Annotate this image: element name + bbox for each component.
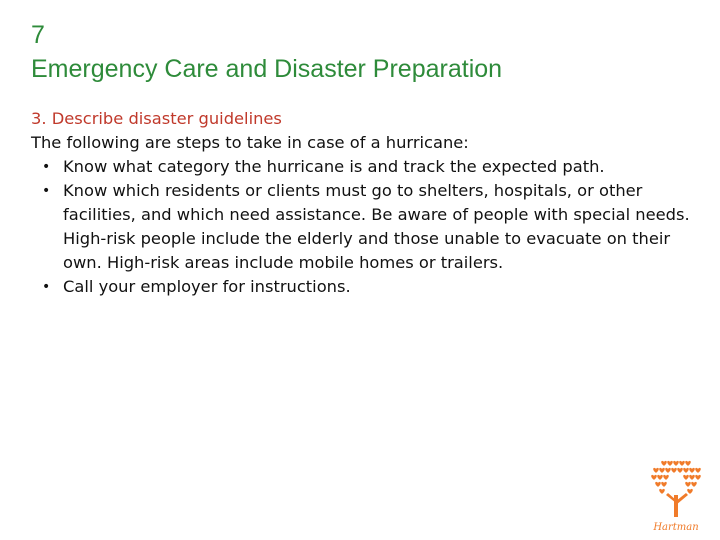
heart-icon [659, 468, 665, 473]
heart-icon [657, 475, 663, 480]
chapter-title: Emergency Care and Disaster Preparation [31, 55, 503, 83]
heart-icon [683, 468, 689, 473]
bullet-text: Call your employer for instructions. [63, 277, 351, 296]
heart-icon [651, 475, 657, 480]
heart-icon [667, 461, 673, 466]
bullet-icon: • [42, 159, 51, 175]
list-item [31, 179, 711, 275]
list-item [31, 155, 711, 179]
heart-icon [677, 468, 683, 473]
intro-text: The following are steps to take in case of a hurricane: [31, 133, 469, 152]
heart-icon [683, 475, 689, 480]
bullet-icon: • [42, 183, 51, 199]
heart-icon [653, 468, 659, 473]
heart-icon [659, 489, 665, 494]
heart-icon [679, 461, 685, 466]
slide-content [31, 107, 711, 299]
heart-icon [695, 468, 701, 473]
heart-icon [689, 475, 695, 480]
heart-icon [691, 482, 697, 487]
list-item [31, 275, 711, 299]
heart-icon [661, 461, 667, 466]
hartman-logo [640, 455, 712, 535]
heart-icon [695, 475, 701, 480]
bullet-text: Know what category the hurricane is and track the expected path. [63, 157, 605, 176]
heart-icon [663, 475, 669, 480]
heart-icon [665, 468, 671, 473]
chapter-number: 7 [31, 21, 45, 49]
heart-icon [673, 461, 679, 466]
heart-icon [689, 468, 695, 473]
bullet-text: Know which residents or clients must go to shelters, hospitals, or other facilities, and which need assistance. Be aware of people with special needs. High-risk people include the elderly and those unable to evacuate on their own. High-risk areas include mobile homes or trailers. [63, 181, 690, 272]
bullet-icon: • [42, 279, 51, 295]
heart-icon [685, 461, 691, 466]
heart-icon [655, 482, 661, 487]
heart-icon [685, 482, 691, 487]
section-heading: 3. Describe disaster guidelines [31, 109, 282, 128]
slide-title [31, 18, 502, 86]
heart-icon [661, 482, 667, 487]
bullet-list [31, 155, 711, 299]
heart-icon [687, 489, 693, 494]
logo-wordmark: Hartman [653, 522, 699, 533]
heart-icon [671, 468, 677, 473]
